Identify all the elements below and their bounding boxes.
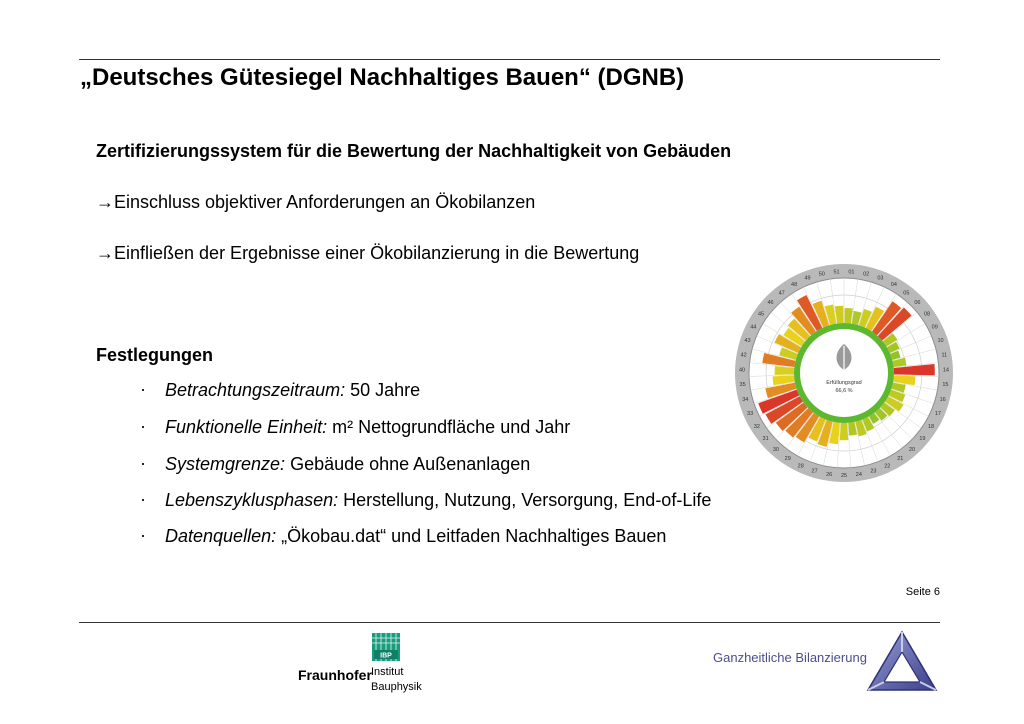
bullet-label: Betrachtungszeitraum: — [165, 380, 346, 400]
wheel-ring-label: 16 — [939, 396, 946, 403]
bullet-item — [165, 454, 530, 475]
wheel-ring-label: 45 — [757, 311, 765, 318]
wheel-ring-label: 10 — [937, 338, 944, 345]
point-text: Einfließen der Ergebnisse einer Ökobilanzierung in die Bewertung — [114, 243, 640, 263]
wheel-ring-label: 47 — [778, 290, 785, 297]
wheel-center-value: 66,6 % — [835, 388, 853, 394]
wheel-ring-label: 17 — [934, 410, 941, 417]
bullet-dot: · — [140, 453, 146, 473]
wheel-ring-label: 30 — [772, 446, 779, 453]
wheel-ring-label: 15 — [942, 382, 949, 389]
bullet-dot: · — [140, 379, 146, 399]
wheel-ring-label: 42 — [740, 352, 747, 359]
wheel-center — [800, 329, 888, 417]
triangle-logo-icon — [866, 630, 938, 694]
bullet-item — [165, 526, 666, 547]
wheel-ring-label: 43 — [744, 338, 751, 345]
bullet-label: Systemgrenze: — [165, 454, 286, 474]
wheel-ring-label: 51 — [833, 269, 840, 276]
wheel-center-label: Erfüllungsgrad — [826, 380, 862, 386]
wheel-ring-label: 24 — [855, 471, 862, 478]
wheel-ring-label: 25 — [840, 473, 848, 479]
point-text: Einschluss objektiver Anforderungen an Ökobilanzen — [114, 192, 536, 212]
wheel-ring-label: 18 — [928, 424, 935, 431]
wheel-ring-label: 21 — [897, 456, 904, 463]
wheel-ring-label: 11 — [941, 352, 948, 359]
wheel-ring-label: 35 — [739, 382, 746, 389]
wheel-ring-label: 48 — [791, 282, 798, 289]
bullet-text: Herstellung, Nutzung, Versorgung, End-of-Life — [338, 490, 712, 510]
wheel-ring-label: 04 — [890, 282, 897, 289]
wheel-ring-label: 20 — [909, 446, 916, 453]
wheel-ring-label: 33 — [747, 410, 754, 417]
bullet-text: m² Nettogrundfläche und Jahr — [327, 417, 571, 437]
slide-subtitle: Zertifizierungssystem für die Bewertung der Nachhaltigkeit von Gebäuden — [96, 141, 732, 161]
fraunhofer-name: Fraunhofer — [298, 667, 372, 683]
bullet-item — [165, 490, 711, 511]
page-number: Seite 6 — [905, 586, 940, 598]
bullet-dot: · — [140, 489, 146, 509]
wheel-ring-label: 44 — [750, 324, 757, 331]
wheel-ring-label: 03 — [877, 275, 884, 282]
wheel-ring-label: 05 — [903, 290, 910, 297]
wheel-ring-label: 27 — [811, 468, 818, 475]
section-heading: Festlegungen — [96, 345, 214, 365]
point-1 — [96, 192, 535, 213]
wheel-ring-label: 02 — [863, 271, 870, 278]
bullet-label: Lebenszyklusphasen: — [165, 490, 339, 510]
wheel-ring-label: 14 — [942, 367, 949, 374]
ibp-logo-text: IBP — [380, 652, 392, 660]
institute-line-2: Bauphysik — [371, 681, 422, 693]
wheel-ring-label: 22 — [884, 463, 891, 470]
ibp-logo-icon — [372, 633, 400, 661]
bullet-dot: · — [140, 525, 146, 545]
wheel-segment — [840, 423, 848, 440]
arrow-icon: → — [96, 243, 114, 263]
wheel-ring-label: 26 — [826, 471, 833, 478]
bullet-text: „Ökobau.dat“ und Leitfaden Nachhaltiges Bauen — [276, 526, 667, 546]
bullet-item — [165, 417, 570, 438]
arrow-icon: → — [96, 192, 114, 212]
bullet-dot: · — [140, 416, 146, 436]
bullet-item — [165, 380, 420, 401]
wheel-ring-label: 28 — [797, 463, 804, 470]
wheel-ring-label: 49 — [804, 275, 811, 282]
bullet-text: Gebäude ohne Außenanlagen — [285, 454, 531, 474]
wheel-ring-label: 31 — [762, 436, 769, 443]
dgnb-rating-wheel — [733, 262, 955, 484]
bullet-label: Datenquellen: — [165, 526, 277, 546]
wheel-ring-label: 23 — [870, 468, 877, 475]
wheel-ring-label: 50 — [818, 271, 825, 278]
wheel-ring-label: 46 — [767, 300, 774, 307]
bullet-label: Funktionelle Einheit: — [165, 417, 328, 437]
top-rule — [79, 59, 940, 60]
wheel-ring-label: 40 — [739, 367, 746, 374]
wheel-ring-label: 08 — [923, 311, 931, 318]
wheel-ring-label: 01 — [848, 269, 855, 276]
wheel-ring-label: 34 — [742, 396, 749, 403]
department-name: Ganzheitliche Bilanzierung — [713, 650, 867, 665]
point-2 — [96, 243, 639, 264]
wheel-ring-label: 19 — [919, 436, 926, 443]
wheel-ring-label: 09 — [931, 324, 938, 331]
bottom-rule — [79, 622, 940, 623]
wheel-ring-label: 29 — [784, 456, 791, 463]
institute-line-1: Institut — [371, 666, 404, 678]
slide-title: „Deutsches Gütesiegel Nachhaltiges Bauen“ (DGNB) — [80, 64, 685, 91]
bullet-text: 50 Jahre — [345, 380, 421, 400]
wheel-ring-label: 06 — [914, 300, 921, 307]
wheel-ring-label: 32 — [753, 424, 760, 431]
